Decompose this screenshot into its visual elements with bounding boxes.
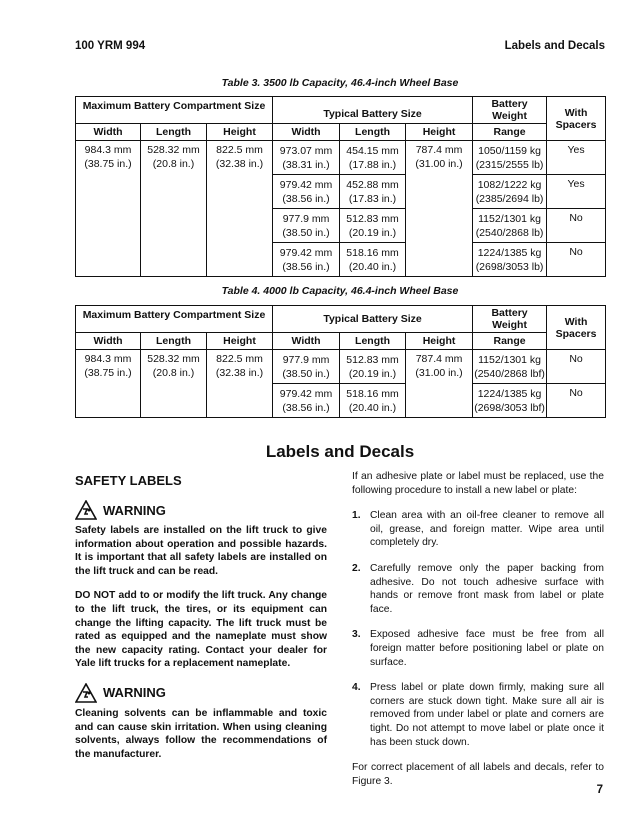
table3-col-typical-height: Height (406, 124, 473, 141)
table4-typical-height: 787.4 mm (31.00 in.) (406, 350, 473, 418)
table3-row3-range: 1152/1301 kg (2540/2868 lb) (473, 209, 547, 243)
step-number: 1. (352, 510, 361, 522)
table4-row2-length: 518.16 mm (20.40 in.) (340, 384, 406, 418)
table4 (75, 305, 606, 418)
table3-row1-length: 454.15 mm (17.88 in.) (340, 141, 406, 175)
procedure-intro: If an adhesive plate or label must be replaced, use the following procedure to install a new label or plate: (352, 471, 604, 496)
step-number: 4. (352, 682, 361, 694)
step-text: Carefully remove only the paper backing from adhesive. Do not touch adhesive surface with hands or remove front mask from label or plate face. (370, 562, 604, 615)
table4-compartment-length: 528.32 mm (20.8 in.) (141, 350, 207, 418)
step-text: Exposed adhesive face must be free from all foreign matter before positioning label or plate on surface. (370, 629, 604, 668)
table4-col-range: Range (473, 333, 547, 350)
table3-compartment-length: 528.32 mm (20.8 in.) (141, 141, 207, 277)
table3-row2-length: 452.88 mm (17.83 in.) (340, 175, 406, 209)
section-title: Labels and Decals (265, 442, 415, 461)
table4-row1-length: 512.83 mm (20.19 in.) (340, 350, 406, 384)
table3-col-height: Height (207, 124, 273, 141)
table4-row2-width: 979.42 mm (38.56 in.) (273, 384, 340, 418)
table4-compartment-width: 984.3 mm (38.75 in.) (76, 350, 141, 418)
warning-heading (75, 500, 327, 520)
table4-col-length: Length (141, 333, 207, 350)
table3-col-length: Length (141, 124, 207, 141)
table4-col-typical-height: Height (406, 333, 473, 350)
table4-row1-width: 977.9 mm (38.50 in.) (273, 350, 340, 384)
table4-header-with-spacers: With Spacers (547, 306, 606, 350)
procedure-steps (352, 509, 604, 749)
table4-col-typical-width: Width (273, 333, 340, 350)
step-number: 3. (352, 629, 361, 641)
table3-typical-height: 787.4 mm (31.00 in.) (406, 141, 473, 277)
warning-heading (75, 683, 327, 703)
warning-paragraph: Safety labels are installed on the lift truck to give information about operation and possible hazards. It is important that all safety labels are installed on the lift truck and can be read. (75, 525, 327, 577)
figure-reference: For correct placement of all labels and decals, refer to Figure 3. (352, 762, 604, 787)
table4-row1-range: 1152/1301 kg (2540/2868 lbf) (473, 350, 547, 384)
procedure-step (352, 628, 604, 669)
step-text: Press label or plate down firmly, making sure all corners are stuck down tight. Make sure all air is removed from under label or plate and corners are tight. Do not attempt to move label or plate once it has been stuck down. (370, 682, 604, 748)
table3-row2-width: 979.42 mm (38.56 in.) (273, 175, 340, 209)
table3-col-typical-width: Width (273, 124, 340, 141)
page-number: 7 (596, 784, 603, 796)
left-column (75, 470, 327, 761)
table3-col-typical-length: Length (340, 124, 406, 141)
safety-labels-heading: SAFETY LABELS (75, 473, 182, 488)
table3-row4-length: 518.16 mm (20.40 in.) (340, 243, 406, 277)
table4-row2-range: 1224/1385 kg (2698/3053 lbf) (473, 384, 547, 418)
table3-row4-spacers: No (547, 243, 606, 277)
table3-header-max-compartment: Maximum Battery Compartment Size (76, 97, 273, 124)
table3-row3-width: 977.9 mm (38.50 in.) (273, 209, 340, 243)
table3-row2-range: 1082/1222 kg (2385/2694 lb) (473, 175, 547, 209)
table3-col-width: Width (76, 124, 141, 141)
warning-triangle-icon (75, 500, 97, 520)
table4-compartment-height: 822.5 mm (32.38 in.) (207, 350, 273, 418)
table3-row1-width: 973.07 mm (38.31 in.) (273, 141, 340, 175)
table4-header-battery-weight: Battery Weight (473, 306, 547, 333)
step-text: Clean area with an oil-free cleaner to remove all oil, grease, and foreign matter. Wipe area until completely dry. (370, 510, 604, 549)
table4-caption: Table 4. 4000 lb Capacity, 46.4-inch Wheel Base (221, 285, 459, 297)
table3 (75, 96, 606, 277)
table3-row4-width: 979.42 mm (38.56 in.) (273, 243, 340, 277)
table4-row2-spacers: No (547, 384, 606, 418)
table3-row1-range: 1050/1159 kg (2315/2555 lb) (473, 141, 547, 175)
table3-caption: Table 3. 3500 lb Capacity, 46.4-inch Wheel Base (221, 77, 459, 89)
procedure-step (352, 562, 604, 616)
warning-paragraph: Cleaning solvents can be inflammable and toxic and can cause skin irritation. When using cleaning solvents, always follow the recommendations of the manufacturer. (75, 707, 327, 760)
warning-triangle-icon (75, 683, 97, 703)
procedure-step (352, 509, 604, 550)
table4-header-max-compartment: Maximum Battery Compartment Size (76, 306, 273, 333)
warning-label: WARNING (103, 502, 166, 518)
table4-col-height: Height (207, 333, 273, 350)
table3-row3-length: 512.83 mm (20.19 in.) (340, 209, 406, 243)
procedure-step (352, 681, 604, 749)
running-header-section: Labels and Decals (504, 40, 605, 52)
table3-header-typical-battery: Typical Battery Size (273, 97, 473, 124)
step-number: 2. (352, 562, 361, 574)
table3-row4-range: 1224/1385 kg (2698/3053 lb) (473, 243, 547, 277)
table4-col-width: Width (76, 333, 141, 350)
table3-row3-spacers: No (547, 209, 606, 243)
table3-compartment-height: 822.5 mm (32.38 in.) (207, 141, 273, 277)
table3-header-battery-weight: Battery Weight (473, 97, 547, 124)
table3-row2-spacers: Yes (547, 175, 606, 209)
table4-header-typical-battery: Typical Battery Size (273, 306, 473, 333)
warning-paragraph: DO NOT add to or modify the lift truck. Any change to the lift truck, the tires, or its equipment can change the lifting capacity. The lift truck must be rated as equipped and the nameplate must show the new capacity rating. Contact your dealer for Yale lift trucks for a replacement nameplate. (75, 590, 327, 670)
table3-compartment-width: 984.3 mm (38.75 in.) (76, 141, 141, 277)
table3-header-with-spacers: With Spacers (547, 97, 606, 141)
warning-label: WARNING (103, 685, 166, 701)
right-column (352, 470, 604, 788)
table3-row1-spacers: Yes (547, 141, 606, 175)
table4-row1-spacers: No (547, 350, 606, 384)
table4-col-typical-length: Length (340, 333, 406, 350)
table3-col-range: Range (473, 124, 547, 141)
document-id: 100 YRM 994 (75, 40, 146, 52)
